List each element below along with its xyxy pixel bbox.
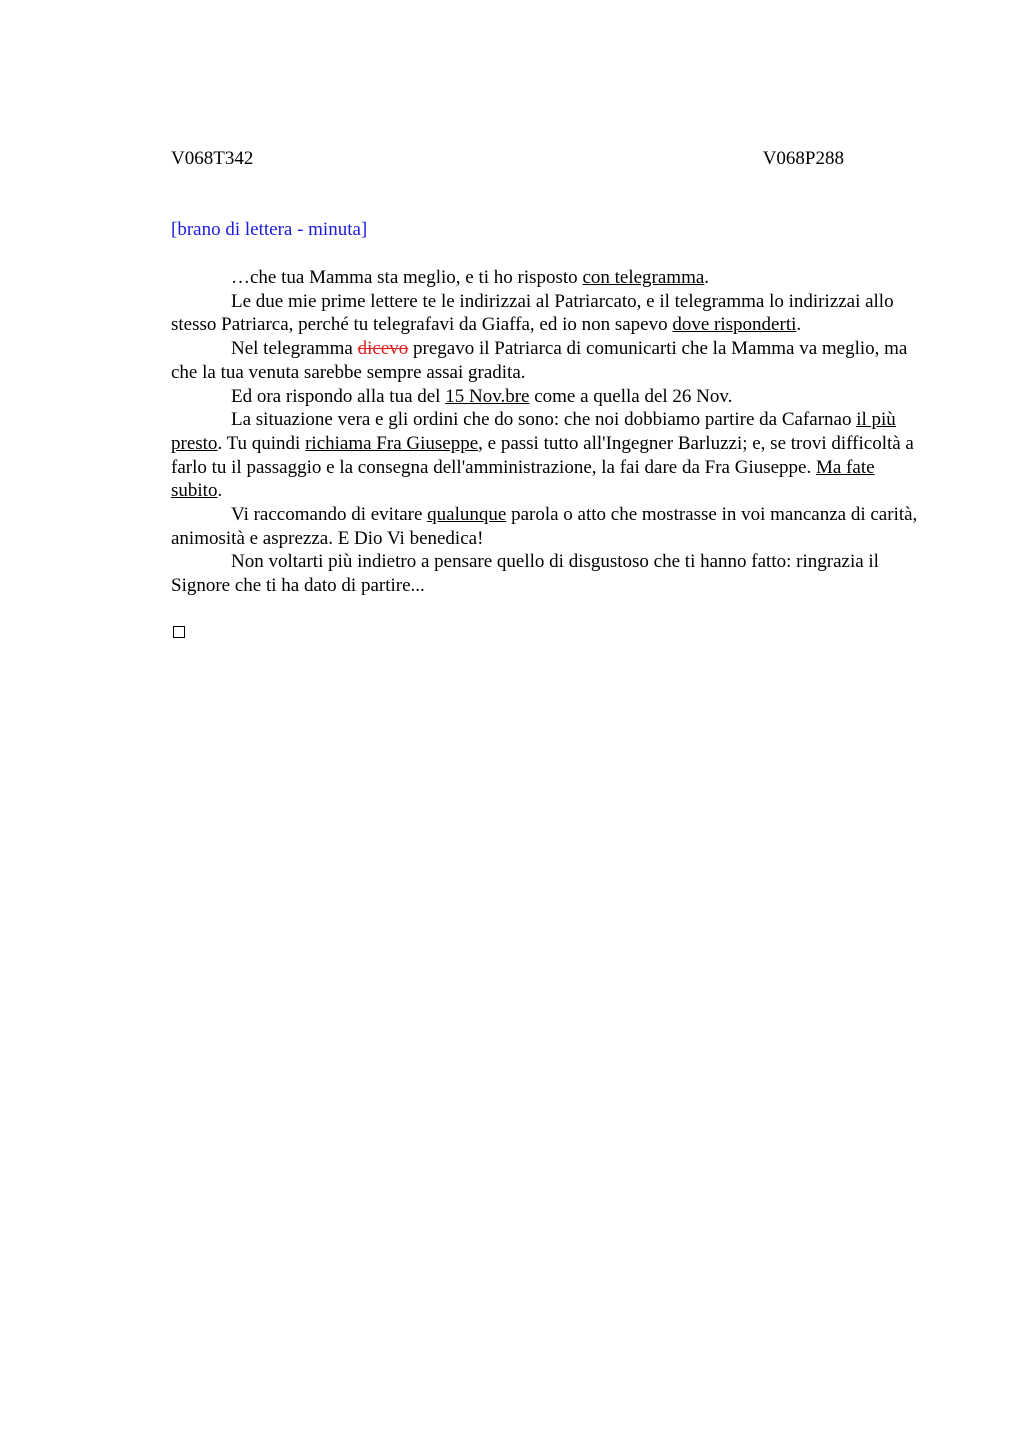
text-run: . Tu quindi	[217, 432, 306, 454]
text-run: Vi raccomando di evitare	[231, 504, 428, 526]
text-run: La situazione vera e gli ordini che do sono: che noi dobbiamo partire da Cafarnao	[231, 409, 857, 431]
text-run: Non voltarti più indietro a pensare quello di disgustoso che ti hanno fatto: ringrazia il Signore che ti ha dato di partire...	[171, 551, 879, 597]
text-run: parola o atto che mostrasse in voi mancanza di carità, animosità e asprezza. E Dio Vi benedica!	[171, 504, 918, 549]
struck-through-text: dicevo	[357, 338, 409, 360]
document-header	[171, 147, 844, 171]
document-code-left: V068T342	[171, 148, 254, 169]
paragraph-2	[171, 290, 929, 337]
underlined-text: qualunque	[427, 504, 507, 526]
text-run: .	[796, 314, 802, 336]
paragraph-7	[171, 550, 929, 597]
underlined-text: 15 Nov.bre	[445, 385, 530, 407]
document-subtitle: [brano di lettera - minuta]	[171, 219, 368, 240]
text-run: Ed ora rispondo alla tua del	[231, 385, 446, 407]
paragraph-1	[171, 266, 929, 290]
text-run: pregavo il Patriarca di comunicarti che la Mamma va meglio, ma che la tua venuta sarebbe sempre assai gradita.	[171, 338, 908, 383]
text-run: come a quella del 26 Nov.	[529, 385, 733, 407]
paragraph-6	[171, 503, 929, 550]
letter-body	[171, 266, 929, 598]
underlined-text: con telegramma	[582, 267, 705, 288]
document-code-right: V068P288	[762, 148, 844, 169]
underlined-text: dove risponderti	[672, 314, 797, 336]
text-run: Le due mie prime lettere te le indirizzai al Patriarcato, e il telegramma lo indirizzai allo stesso Patriarca, perché tu telegrafavi da Giaffa, ed io non sapevo	[171, 290, 894, 336]
underlined-text: Ma fate subito	[171, 456, 875, 502]
underlined-text: il più presto	[171, 409, 896, 454]
underlined-text: richiama Fra Giuseppe	[305, 432, 479, 454]
end-marker-box-icon	[173, 626, 185, 638]
paragraph-5	[171, 408, 929, 503]
text-run: , e passi tutto all'Ingegner Barluzzi; e, se trovi difficoltà a farlo tu il passaggio e la consegna dell'amministrazione, la fai dare da Fra Giuseppe.	[171, 432, 914, 478]
paragraph-3	[171, 337, 929, 384]
text-run: Nel telegramma	[231, 338, 358, 360]
text-run: …che tua Mamma sta meglio, e ti ho risposto	[231, 267, 583, 288]
paragraph-4	[171, 385, 929, 409]
text-run: .	[704, 267, 710, 288]
text-run: .	[217, 480, 223, 502]
